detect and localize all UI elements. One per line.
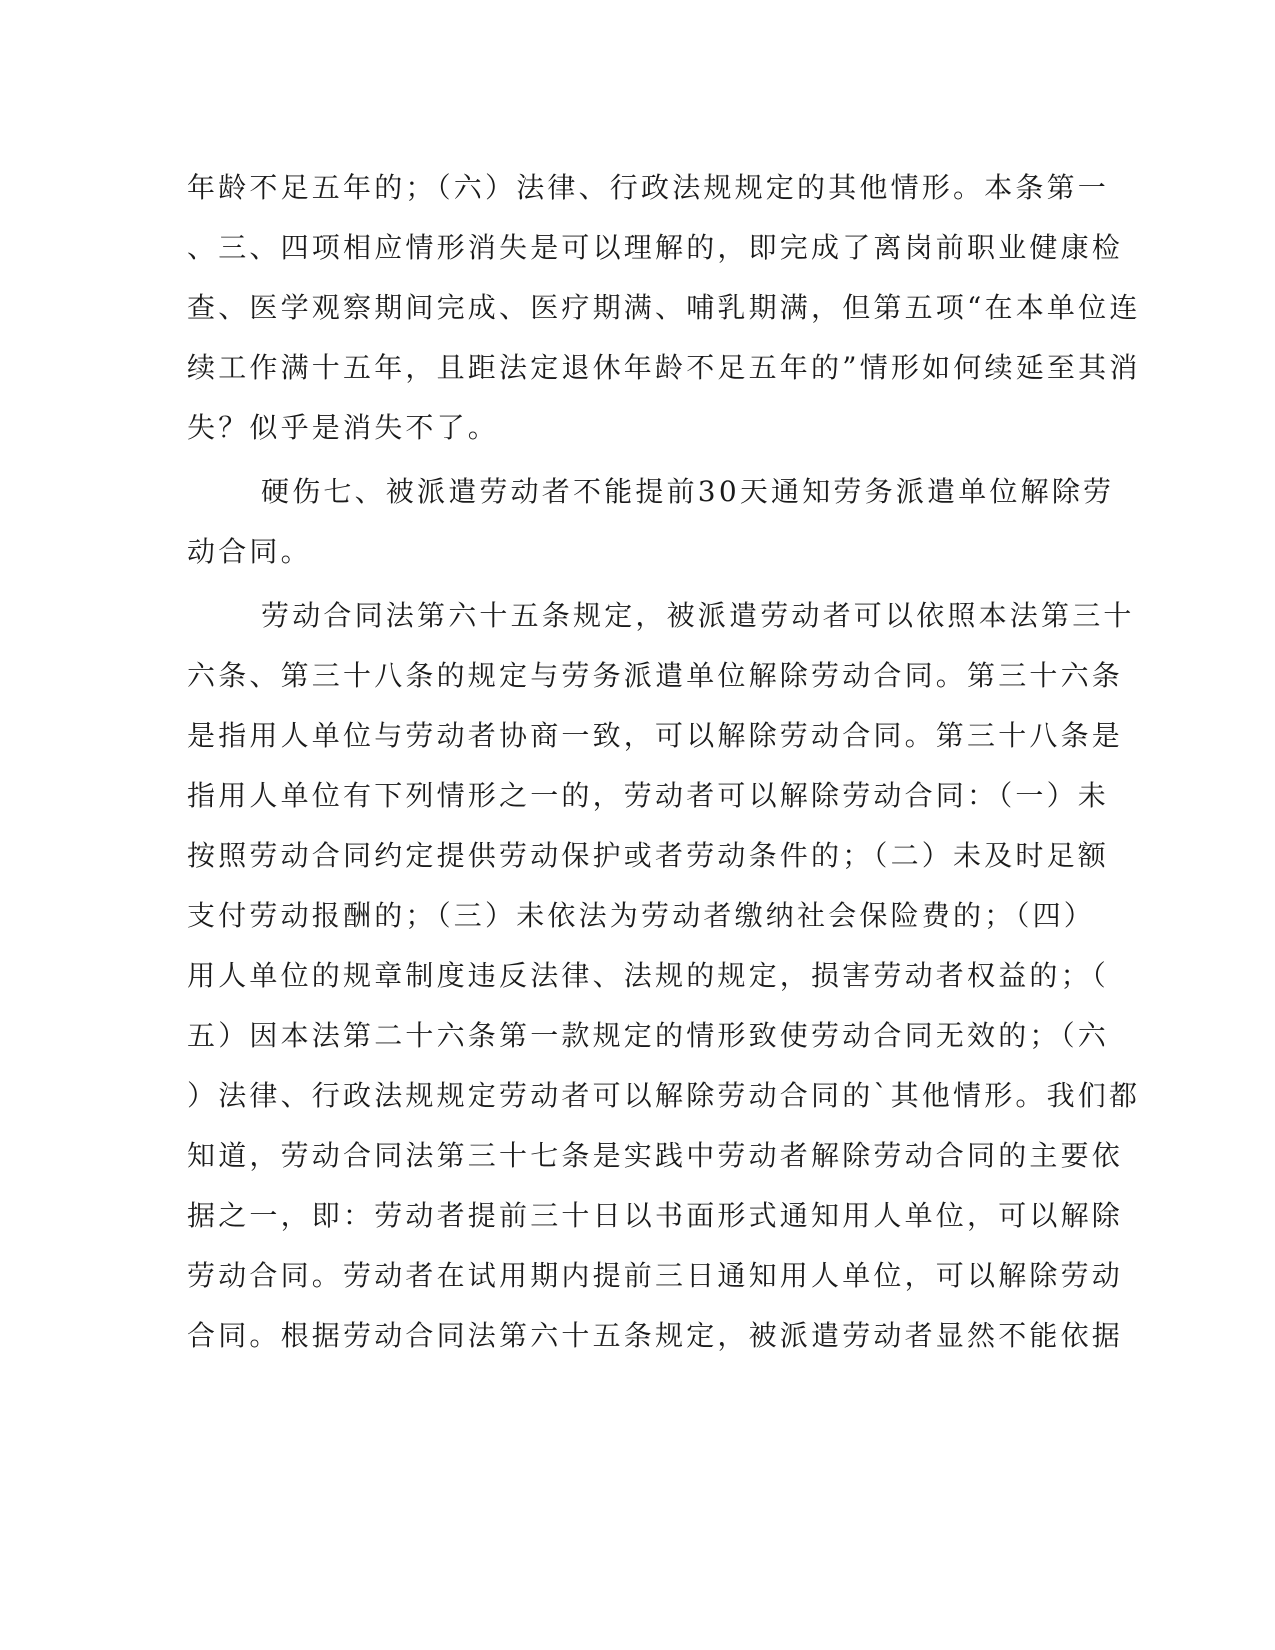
text-line: 劳动合同。劳动者在试用期内提前三日通知用人单位，可以解除劳动 [187, 1259, 1124, 1292]
text-line: ）法律、行政法规规定劳动者可以解除劳动合同的`其他情形。我们都 [187, 1079, 1141, 1112]
text-line: 知道，劳动合同法第三十七条是实践中劳动者解除劳动合同的主要依 [187, 1139, 1124, 1172]
text-line: 、三、四项相应情形消失是可以理解的，即完成了离岗前职业健康检 [187, 231, 1124, 264]
text-line: 五）因本法第二十六条第一款规定的情形致使劳动合同无效的；（六 [187, 1019, 1110, 1052]
text-line: 年龄不足五年的；（六）法律、行政法规规定的其他情形。本条第一 [187, 171, 1110, 204]
text-line: 据之一，即：劳动者提前三十日以书面形式通知用人单位，可以解除 [187, 1199, 1124, 1232]
paragraph-first-line: 劳动合同法第六十五条规定，被派遣劳动者可以依照本法第三十 [261, 599, 1135, 632]
text-line: 用人单位的规章制度违反法律、法规的规定，损害劳动者权益的；（ [187, 959, 1110, 992]
text-line: 是指用人单位与劳动者协商一致，可以解除劳动合同。第三十八条是 [187, 719, 1124, 752]
text-line: 支付劳动报酬的；（三）未依法为劳动者缴纳社会保险费的；（四） [187, 899, 1096, 932]
text-line: 六条、第三十八条的规定与劳务派遣单位解除劳动合同。第三十六条 [187, 659, 1124, 692]
text-line: 查、医学观察期间完成、医疗期满、哺乳期满，但第五项“在本单位连 [187, 291, 1141, 324]
text-line: 按照劳动合同约定提供劳动保护或者劳动条件的；（二）未及时足额 [187, 839, 1110, 872]
text-line: 合同。根据劳动合同法第六十五条规定，被派遣劳动者显然不能依据 [187, 1319, 1124, 1352]
text-line: 指用人单位有下列情形之一的，劳动者可以解除劳动合同：（一）未 [187, 779, 1110, 812]
body-text [187, 158, 1141, 1366]
paragraph-heading-line: 硬伤七、被派遣劳动者不能提前30天通知劳务派遣单位解除劳 [261, 475, 1115, 508]
text-line: 续工作满十五年，且距法定退休年龄不足五年的”情形如何续延至其消 [187, 351, 1141, 384]
text-line: 动合同。 [187, 535, 312, 568]
text-line: 失？似乎是消失不了。 [187, 411, 500, 444]
